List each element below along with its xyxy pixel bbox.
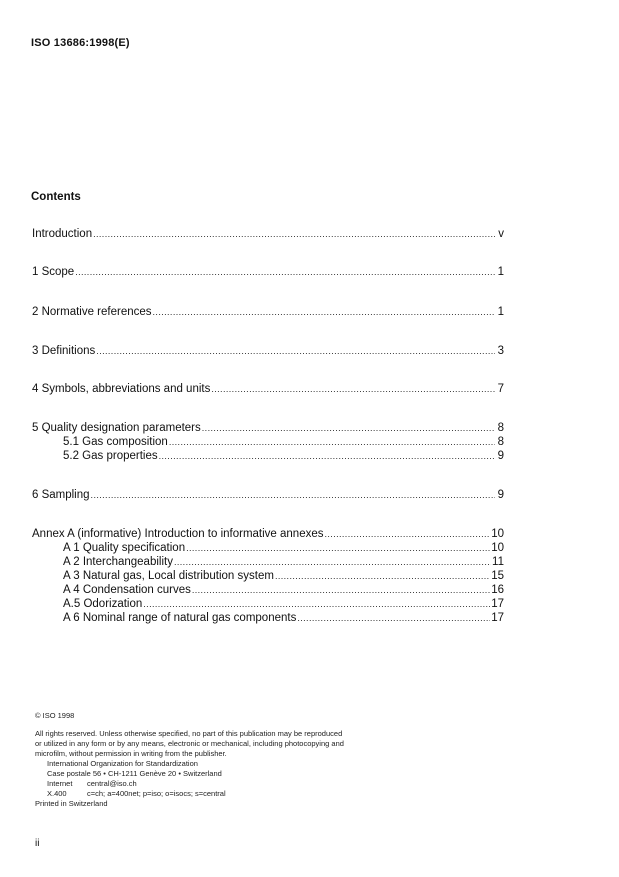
toc-entry-gas-properties[interactable]: [63, 449, 504, 463]
toc-page: 8: [497, 422, 504, 434]
toc-entry-gas-composition[interactable]: [63, 435, 504, 449]
toc-label: A 3 Natural gas, Local distribution system: [63, 570, 274, 582]
toc-entry-nominal-range[interactable]: [63, 611, 504, 625]
toc-page: v: [498, 228, 504, 240]
toc-label: Introduction: [32, 228, 93, 240]
toc-entry-quality-designation[interactable]: [32, 421, 504, 435]
toc-leader-dots: [192, 583, 490, 597]
toc-leader-dots: [143, 597, 490, 611]
toc-entry-quality-specification[interactable]: [63, 541, 504, 555]
toc-leader-dots: [159, 449, 495, 463]
toc-page: 10: [491, 542, 504, 554]
toc-page: 3: [497, 345, 504, 357]
toc-label: A 4 Condensation curves: [63, 584, 191, 596]
rights-text-line: All rights reserved. Unless otherwise specified, no part of this publication may be reproduced: [35, 729, 343, 738]
toc-entry-normative-references[interactable]: [32, 305, 504, 319]
toc-page: 8: [497, 436, 504, 448]
toc-page: 9: [497, 489, 504, 501]
toc-label: 4 Symbols, abbreviations and units: [32, 383, 211, 395]
internet-value: central@iso.ch: [87, 779, 137, 788]
rights-text-line: or utilized in any form or by any means, electronic or mechanical, including photocopying and: [35, 739, 344, 748]
toc-label: A 6 Nominal range of natural gas components: [63, 612, 297, 624]
toc-entry-scope[interactable]: [32, 265, 504, 279]
toc-page: 1: [497, 306, 504, 318]
toc-leader-dots: [169, 435, 495, 449]
contents-title: Contents: [31, 191, 81, 203]
toc-page: 1: [497, 266, 504, 278]
copyright-block: [35, 711, 395, 809]
toc-page: 9: [497, 450, 504, 462]
toc-entry-introduction[interactable]: [32, 227, 504, 241]
toc-page: 17: [491, 598, 504, 610]
toc-page: 10: [491, 528, 504, 540]
toc-leader-dots: [186, 541, 490, 555]
toc-page: 16: [491, 584, 504, 596]
toc-page: 11: [492, 556, 504, 568]
toc-label: A 1 Quality specification: [63, 542, 186, 554]
toc-label: Annex A (informative) Introduction to informative annexes: [32, 528, 324, 540]
organization-name: International Organization for Standardization: [47, 759, 198, 768]
toc-entry-interchangeability[interactable]: [63, 555, 504, 569]
toc-leader-dots: [202, 421, 495, 435]
toc-page: 15: [491, 570, 504, 582]
postal-address: Case postale 56 • CH-1211 Genève 20 • Switzerland: [47, 769, 222, 778]
internet-address: [35, 779, 395, 789]
toc-leader-dots: [297, 611, 490, 625]
toc-entry-odorization[interactable]: [63, 597, 504, 611]
toc-label: A.5 Odorization: [63, 598, 143, 610]
toc-leader-dots: [75, 265, 495, 279]
document-id: ISO 13686:1998(E): [31, 37, 130, 49]
toc-leader-dots: [275, 569, 490, 583]
toc-entry-condensation-curves[interactable]: [63, 583, 504, 597]
toc-label: 6 Sampling: [32, 489, 90, 501]
toc-leader-dots: [174, 555, 491, 569]
x400-label: X.400: [47, 789, 67, 798]
toc-page: 7: [497, 383, 504, 395]
toc-leader-dots: [325, 527, 491, 541]
x400-value: c=ch; a=400net; p=iso; o=isocs; s=central: [87, 789, 226, 798]
toc-label: 1 Scope: [32, 266, 75, 278]
toc-label: 5.1 Gas composition: [63, 436, 168, 448]
toc-label: 3 Definitions: [32, 345, 96, 357]
toc-leader-dots: [93, 227, 495, 241]
printed-in: Printed in Switzerland: [35, 799, 108, 808]
copyright-notice: © ISO 1998: [35, 711, 75, 720]
toc-entry-symbols[interactable]: [32, 382, 504, 396]
internet-label: Internet: [47, 779, 73, 788]
toc-leader-dots: [91, 488, 495, 502]
toc-entry-annex-a[interactable]: [32, 527, 504, 541]
toc-leader-dots: [96, 344, 495, 358]
toc-leader-dots: [211, 382, 495, 396]
x400-address: [35, 789, 395, 799]
toc-label: 2 Normative references: [32, 306, 152, 318]
toc-page: 17: [491, 612, 504, 624]
toc-leader-dots: [153, 305, 495, 319]
toc-label: 5 Quality designation parameters: [32, 422, 201, 434]
toc-entry-definitions[interactable]: [32, 344, 504, 358]
toc-label: A 2 Interchangeability: [63, 556, 173, 568]
toc-entry-sampling[interactable]: [32, 488, 504, 502]
toc-label: 5.2 Gas properties: [63, 450, 158, 462]
page-number: ii: [35, 838, 40, 849]
toc-entry-local-distribution[interactable]: [63, 569, 504, 583]
rights-text-line: microfilm, without permission in writing from the publisher.: [35, 749, 227, 758]
